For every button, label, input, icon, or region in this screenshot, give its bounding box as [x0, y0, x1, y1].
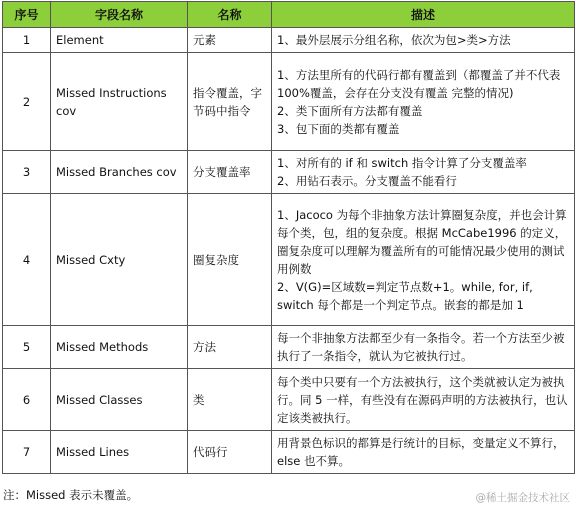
description-line: 3、包下面的类都有覆盖 — [277, 121, 400, 136]
row-number: 3 — [3, 151, 51, 194]
table-row — [3, 431, 575, 474]
row-chinese-name: 方法 — [188, 326, 272, 369]
description-line: 1、对所有的 if 和 switch 指令计算了分支覆盖率 — [277, 156, 527, 170]
row-number: 5 — [3, 326, 51, 369]
watermark: @稀土掘金技术社区 — [475, 492, 570, 504]
row-field-name: Missed Cxty — [51, 194, 188, 326]
row-description — [272, 53, 575, 151]
table-row — [3, 151, 575, 194]
description-line: 1、Jacoco 为每个非抽象方法计算圈复杂度，并也会计算每个类，包，组的复杂度。根据 McCabe1996 的定义，圈复杂度可以理解为覆盖所有的可能情况最少使用的测试用例数 — [277, 207, 567, 276]
row-chinese-name: 元素 — [188, 28, 272, 53]
row-number: 1 — [3, 28, 51, 53]
table-header-row — [3, 2, 575, 28]
row-field-name: Missed Lines — [51, 431, 188, 474]
row-description — [272, 326, 575, 369]
row-chinese-name: 代码行 — [188, 431, 272, 474]
table-row — [3, 194, 575, 326]
row-description — [272, 194, 575, 326]
row-chinese-name: 圈复杂度 — [188, 194, 272, 326]
row-field-name: Missed Instructions cov — [51, 53, 188, 151]
row-description — [272, 431, 575, 474]
row-chinese-name: 类 — [188, 369, 272, 431]
table-row — [3, 28, 575, 53]
header-no: 序号 — [3, 2, 51, 28]
row-number: 6 — [3, 369, 51, 431]
field-description-table — [2, 1, 575, 474]
description-line: 用背景色标识的都算是行统计的目标，变量定义不算行，else 也不算。 — [277, 436, 565, 468]
description-line: 2、类下面所有方法都有覆盖 — [277, 103, 423, 118]
description-line: 2、用钻石表示。分支覆盖不能看行 — [277, 174, 457, 188]
row-number: 4 — [3, 194, 51, 326]
header-description: 描述 — [272, 2, 575, 28]
description-line: 每个类中只要有一个方法被执行，这个类就被认定为被执行。同 5 一样，有些没有在源码声明的方法被执行，也认定该类被执行。 — [277, 374, 568, 425]
header-field-name: 字段名称 — [51, 2, 188, 28]
row-chinese-name: 分支覆盖率 — [188, 151, 272, 194]
description-line: 1、最外层展示分组名称，依次为包>类>方法 — [277, 33, 511, 47]
header-name: 名称 — [188, 2, 272, 28]
row-number: 2 — [3, 53, 51, 151]
description-line: 1、方法里所有的代码行都有覆盖到（都覆盖了并不代表 100%覆盖，会存在分支没有覆盖 完整的情况) — [277, 67, 561, 100]
row-chinese-name: 指令覆盖，字节码中指令 — [188, 53, 272, 151]
description-line: 2、V(G)=区域数=判定节点数+1。while, for, if, switch 每个都是一个判定节点。嵌套的都是加 1 — [277, 279, 533, 312]
row-description — [272, 28, 575, 53]
table-row — [3, 326, 575, 369]
row-field-name: Element — [51, 28, 188, 53]
description-line: 每一个非抽象方法都至少有一条指令。若一个方法至少被执行了一条指令，就认为它被执行过。 — [277, 331, 565, 363]
row-field-name: Missed Branches cov — [51, 151, 188, 194]
row-field-name: Missed Classes — [51, 369, 188, 431]
row-number: 7 — [3, 431, 51, 474]
row-description — [272, 369, 575, 431]
footnote: 注：Missed 表示未覆盖。 — [3, 488, 139, 502]
table-row — [3, 53, 575, 151]
row-field-name: Missed Methods — [51, 326, 188, 369]
row-description — [272, 151, 575, 194]
table-row — [3, 369, 575, 431]
